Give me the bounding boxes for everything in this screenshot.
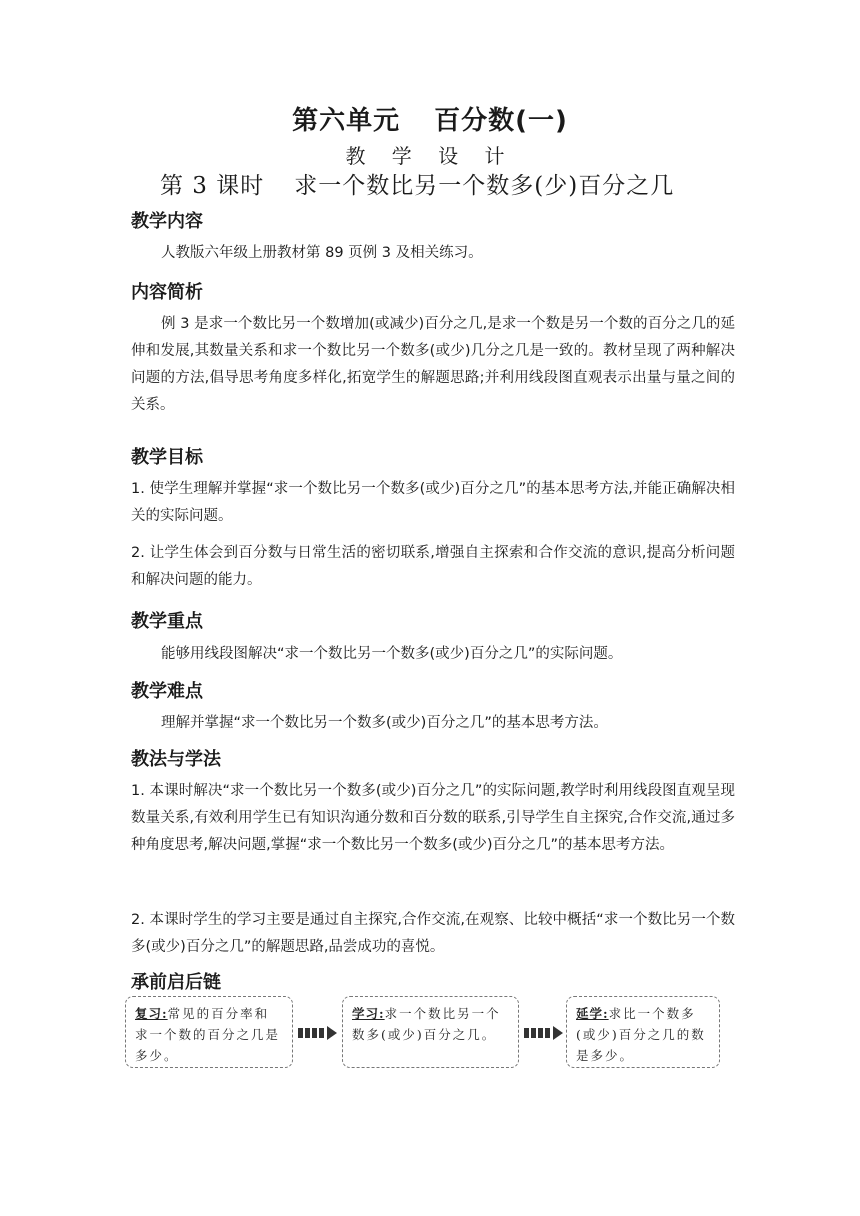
method-item-1: 1. 本课时解决“求一个数比另一个数多(或少)百分之几”的实际问题,教学时利用线段图直观呈现数量关系,有效利用学生已有知识沟通分数和百分数的联系,引导学生自主探究,合作交流,通过多种角度思考,解决问题,掌握“求一个数比另一个数多(或少)百分之几”的基本思考方法。	[131, 783, 735, 853]
difficulty-heading: 教学难点	[131, 681, 203, 702]
extend-box	[566, 996, 720, 1068]
goal-item-2: 2. 让学生体会到百分数与日常生活的密切联系,增强自主探索和合作交流的意识,提高分析问题和解决问题的能力。	[131, 545, 735, 588]
lesson-name: 求一个数比另一个数多(少)百分之几	[294, 173, 675, 199]
analysis-heading: 内容简析	[131, 282, 203, 303]
goal-item-1: 1. 使学生理解并掌握“求一个数比另一个数多(或少)百分之几”的基本思考方法,并能正确解决相关的实际问题。	[131, 481, 735, 524]
difficulty-text: 理解并掌握“求一个数比另一个数多(或少)百分之几”的基本思考方法。	[161, 715, 608, 731]
method-item-2: 2. 本课时学生的学习主要是通过自主探究,合作交流,在观察、比较中概括“求一个数比另一个数多(或少)百分之几”的解题思路,品尝成功的喜悦。	[131, 912, 735, 955]
arrow-icon	[524, 1026, 563, 1040]
learn-text: 求一个数比另一个数多(或少)百分之几。	[352, 1006, 501, 1042]
review-text: 常见的百分率和求一个数的百分之几是多少。	[135, 1006, 281, 1063]
learn-box	[342, 996, 519, 1068]
content-text: 人教版六年级上册教材第 89 页例 3 及相关练习。	[161, 245, 483, 261]
topic-title: 百分数(一)	[434, 106, 568, 136]
unit-title: 第六单元	[292, 106, 401, 136]
extend-label: 延学:	[576, 1006, 609, 1021]
key-text: 能够用线段图解决“求一个数比另一个数多(或少)百分之几”的实际问题。	[161, 646, 623, 662]
chain-heading: 承前启后链	[131, 972, 221, 993]
content-heading: 教学内容	[131, 211, 203, 232]
page-title	[0, 100, 860, 137]
arrow-icon	[298, 1026, 337, 1040]
goals-heading: 教学目标	[131, 447, 203, 468]
review-box	[125, 996, 293, 1068]
review-label: 复习:	[135, 1006, 168, 1021]
extend-text: 求比一个数多(或少)百分之几的数是多少。	[576, 1006, 706, 1063]
key-heading: 教学重点	[131, 611, 203, 632]
analysis-text: 例 3 是求一个数比另一个数增加(或减少)百分之几,是求一个数是另一个数的百分之几的延伸和发展,其数量关系和求一个数比另一个数多(或少)几分之几是一致的。教材呈现了两种解决问题的方法,倡导思考角度多样化,拓宽学生的解题思路;并利用线段图直观表示出量与量之间的关系。	[131, 316, 735, 413]
lesson-title	[160, 167, 674, 200]
learn-label: 学习:	[352, 1006, 385, 1021]
page-subtitle: 教 学 设 计	[345, 144, 515, 168]
methods-heading: 教法与学法	[131, 749, 221, 770]
lesson-number: 第 3 课时	[160, 173, 265, 199]
